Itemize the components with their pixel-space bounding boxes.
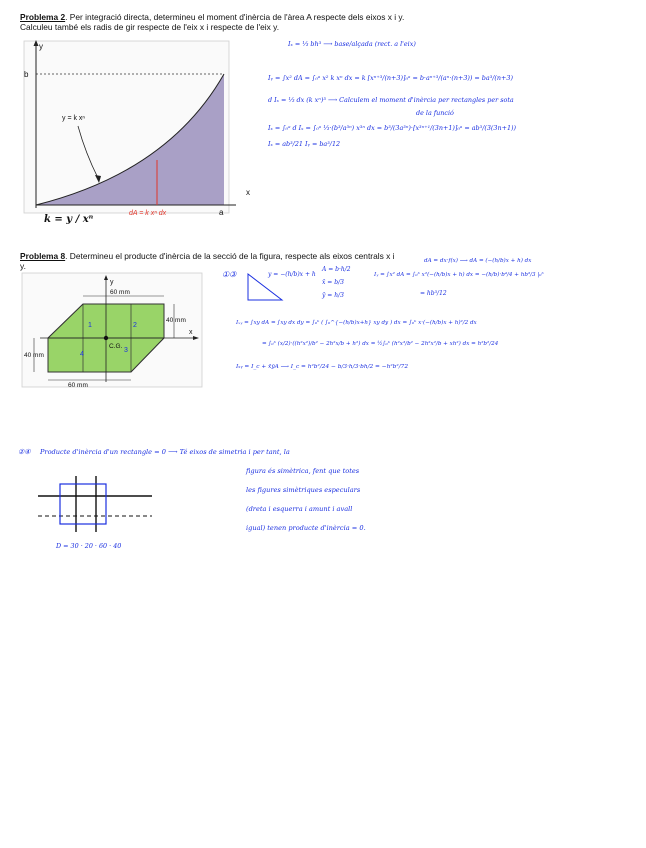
hw-p8-badge: ①③: [222, 270, 237, 279]
region-2: 2: [133, 322, 137, 329]
hw-p8-xbar: x̄ = b/3: [322, 279, 344, 286]
region-3: 3: [124, 347, 128, 354]
p2-label-b: b: [24, 70, 29, 79]
p8-dim-top: 60 mm: [110, 289, 130, 296]
problem2-heading: Problema 2: [20, 12, 66, 22]
p8-cg: C.G.: [109, 343, 123, 350]
hw-part24-line5: igual) tenen producte d'inèrcia = 0.: [246, 524, 366, 532]
p2-axis-y: y: [39, 42, 43, 51]
cg-point: [104, 336, 108, 340]
hw-p8-ixy1: Iₓᵧ = ∫xy dA = ∫xy dx dy = ∫₀ᵇ ( ∫₀^{−(h/b)x+h} xy dy ) dx = ∫₀ᵇ x·(−(h/b)x + h)²/2 dx: [236, 320, 477, 326]
sketch-rect: [60, 484, 106, 524]
hw-p8-iy: Iᵧ = ∫x² dA = ∫₀ᵇ x²(−(h/b)x + h) dx = −(h/b)·b⁴/4 + hb³/3 |₀ᵇ: [374, 272, 544, 278]
hw-p8-ixy3: Iₓᵧ = I_c + x̄ȳA ⟶ I_c = h²b²/24 − b/3·h/3·bh/2 = −h²b²/72: [236, 364, 409, 370]
p2-k-label: k = y / xⁿ: [44, 214, 94, 225]
hw-part24-badge: ②④: [18, 448, 31, 456]
region-4: 4: [80, 351, 84, 358]
p2-label-a: a: [219, 208, 224, 217]
hw-p2-line6: Iₓ = ab³/21 Iᵧ = ba³/12: [268, 140, 341, 148]
p8-dim-left: 40 mm: [24, 352, 44, 359]
hw-p2-line3: d Iₓ = ⅓ dx (k xⁿ)³ ⟶ Calculem el moment d'inèrcia per rectangles per sota: [268, 96, 514, 104]
hw-part24-line4: (dreta i esquerra i amunt i avall: [246, 505, 353, 513]
region-1: 1: [88, 322, 92, 329]
problem8-figure: [18, 270, 208, 390]
hw-part24-caption: D = 30 · 20 · 60 · 40: [56, 542, 122, 550]
hw-p8-area: A = b·h/2: [322, 266, 351, 273]
p2-dA-label: dA = k xⁿ dx: [129, 210, 167, 217]
hw-p2-line2: Iᵧ = ∫x² dA = ∫₀ᵃ x² k xⁿ dx = k [xⁿ⁺³/(n+3)]₀ᵃ = b·aⁿ⁺³/(aⁿ·(n+3)) = ba³/(n+3): [268, 74, 513, 82]
hw-p8-side-note: dA = dx·f(x) ⟶ dA = (−(h/b)x + h) dx: [424, 258, 532, 264]
hw-p2-line4: de la funció: [416, 109, 454, 117]
problem8-heading: Problema 8: [20, 251, 66, 261]
hw-part24-line2: figura és simètrica, fent que totes: [246, 467, 360, 475]
hw-p2-line5: Iₓ = ∫₀ᵃ d Iₓ = ∫₀ᵃ ⅓·(b³/a³ⁿ) x³ⁿ dx = b³/(3a³ⁿ)·[x³ⁿ⁺¹/(3n+1)]₀ᵃ = ab³/(3(3n+1)): [268, 124, 517, 132]
hw-part24-line3: les figures simètriques especulars: [246, 486, 361, 494]
problem2-statement: [20, 12, 420, 32]
p2-curve-label: y = k xⁿ: [62, 115, 85, 122]
rectangles-sketch: [34, 470, 156, 540]
p8-axis-x: x: [189, 329, 193, 336]
problem8-text: . Determineu el producte d'inèrcia de la secció de la figura, respecte als eixos centrals x i y.: [20, 251, 395, 271]
hw-part24-line1: Producte d'inèrcia d'un rectangle = 0 ⟶ Té eixos de simetria i per tant, la: [40, 448, 290, 456]
p8-axis-y: y: [110, 279, 114, 286]
hw-p8-ixy2: = ∫₀ᵇ (x/2)·((h²x²)/b² − 2h²x/b + h²) dx = ½∫₀ᵇ (h²x³/b² − 2h²x²/b + xh²) dx = h²b²/24: [262, 341, 499, 347]
hw-p8-tri-eq: y = −(h/b)x + h: [268, 271, 316, 278]
hw-p8-iy-result: = hb³/12: [420, 290, 447, 297]
p8-dim-right: 40 mm: [166, 317, 186, 324]
hw-p8-ybar: ȳ = h/3: [322, 292, 344, 299]
p8-dim-bottom: 60 mm: [68, 382, 88, 389]
problem2-figure: [14, 38, 236, 230]
p2-axis-x: x: [246, 188, 250, 197]
hw-p2-line1: Iₓ = ⅓ bh³ ⟶ base/alçada (rect. a l'eix): [288, 40, 416, 48]
problem2-text: . Per integració directa, determineu el moment d'inèrcia de l'àrea A respecte dels eixos x i y. Calculeu també els radis de gir respecte de l'eix x i respecte de l'eix y.: [20, 12, 405, 32]
